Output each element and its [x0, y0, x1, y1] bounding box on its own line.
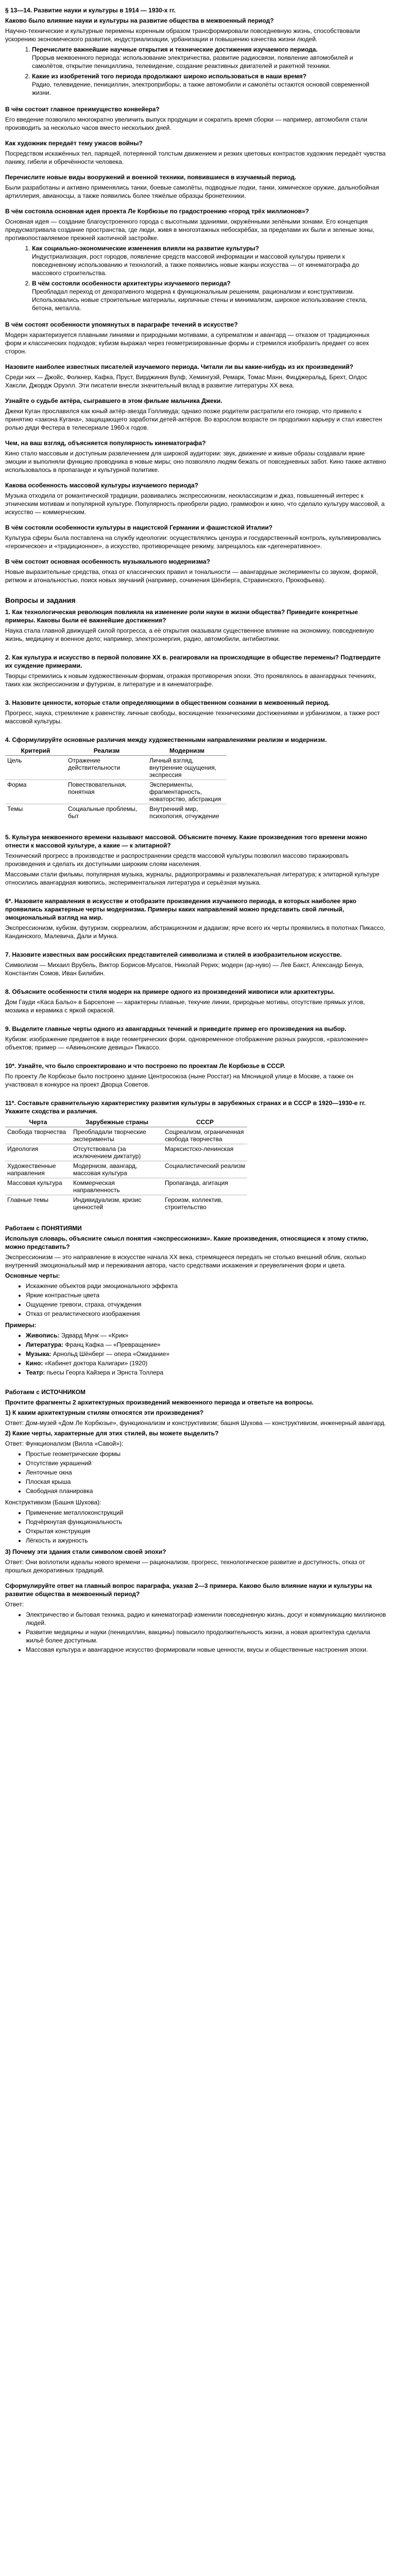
answer-text: Ответ: Дом-музей «Дом Ле Корбюзье», функционализм и конструктивизм; башня Шухова — конструктивизм, инженерный авангард.: [5, 1419, 386, 1427]
task-question: Прочтите фрагменты 2 архитектурных произведений межвоенного периода и ответьте на вопросы.: [5, 1399, 314, 1406]
question-heading: В чём состоят особенности упомянутых в параграфе течений в искусстве?: [5, 321, 238, 328]
question-heading: В чём состоит основная особенность музыкального модернизма?: [5, 558, 210, 565]
list-item: • Лёгкость и ажурность: [26, 1536, 386, 1545]
table-row: [5, 1127, 247, 1144]
example-label: Музыка:: [26, 1350, 52, 1358]
task-heading: 2. Как культура и искусство в первой половине XX в. реагировали на происходящие в обществе перемены? Подтвердите их суждение примерами.: [5, 654, 381, 669]
task-question: Используя словарь, объясните смысл понятия «экспрессионизм». Какие произведения, относящиеся к этому стилю, можно представить?: [5, 1235, 368, 1250]
table-cell: Индивидуализм, кризис ценностей: [71, 1195, 163, 1212]
question-heading: Чем, на ваш взгляд, объясняется популярность кинематографа?: [5, 439, 206, 447]
list-caption: Основные черты:: [5, 1272, 60, 1279]
constructivism-list: [5, 1509, 386, 1545]
table-header: Модернизм: [147, 746, 227, 756]
list-item-question: Перечислите важнейшие научные открытия и технические достижения изучаемого периода.: [32, 46, 318, 53]
table-cell: Пропаганда, агитация: [163, 1178, 247, 1195]
list-item: [26, 1341, 386, 1349]
answer-text: Творцы стремились к новым художественным формам, отражая противоречия эпохи. Это проявлялось в авангардных течениях, таких как экспрессионизм и футуризм, в литературе и в кинематографе.: [5, 672, 376, 688]
table-cell: Форма: [5, 780, 66, 804]
table-cell: Свобода творчества: [5, 1127, 71, 1144]
table-row: [5, 756, 227, 780]
table-header-row: [5, 746, 227, 756]
list-item-answer: Радио, телевидение, пенициллин, электроприборы, а также автомобили и самолёты остаются основой современной жизни.: [32, 81, 370, 96]
task-heading: 8. Объясните особенности стиля модерн на примере одного из произведений живописи или архитектуры.: [5, 988, 335, 995]
answer-text: Культура сферы была поставлена на службу идеологии: осуществлялись цензура и государственный контроль, культивировались «героическое» и «традиционное», а искусство, противоречащее режиму, запрещалось как «дегенеративное».: [5, 534, 382, 550]
list-item-question: В чём состояли особенности архитектуры изучаемого периода?: [32, 280, 231, 287]
list-item: • Искажение объектов ради эмоционального эффекта: [26, 1282, 386, 1290]
task-heading: 3. Назовите ценности, которые стали определяющими в общественном сознании в межвоенный период.: [5, 699, 330, 706]
main-question-answer: Научно-технические и культурные перемены коренным образом трансформировали повседневную жизнь, способствовали ускорению экономического развития, индустриализации, урбанизации и повышению качества жизни людей.: [5, 27, 360, 43]
answer-text: Ответ: Функционализм (Вилла «Савой»):: [5, 1440, 124, 1447]
table-cell: Внутренний мир, психология, отчуждение: [147, 804, 227, 821]
example-text: пьесы Георга Кайзера и Эрнста Толлера: [46, 1369, 164, 1376]
list-item-answer: Индустриализация, рост городов, появление средств массовой информации и массовой культуры привели к повседневному использованию и технологий, а также появились новые жанры искусства — от кинематографа до массового строительства.: [32, 253, 359, 277]
examples-list: [5, 1331, 386, 1377]
table-cell: Темы: [5, 804, 66, 821]
list-item: [26, 1350, 386, 1358]
list-item: [32, 279, 386, 312]
answer-text: Экспрессионизм, кубизм, футуризм, сюрреализм, абстракционизм и дадаизм; ярче всего их черты проявились в полотнах Пикассо, Кандинского, Малевича, Дали и Мунка.: [5, 924, 385, 940]
answer-text: Экспрессионизм — это направление в искусстве начала XX века, стремящееся передать не столько внешний облик, сколько внутренний эмоциональный мир и переживания автора, часто средствами искажения и преувеличения форм и цвета.: [5, 1253, 366, 1269]
table-cell: Марксистско-ленинская: [163, 1144, 247, 1161]
sub-question: 1) К каким архитектурным стилям относятся эти произведения?: [5, 1409, 204, 1416]
list-item: • Применение металлоконструкций: [26, 1509, 386, 1517]
list-item: [32, 72, 386, 97]
example-text: Эдвард Мунк — «Крик»: [61, 1332, 129, 1339]
example-text: Франц Кафка — «Превращение»: [65, 1341, 161, 1348]
final-answer-list: [5, 1611, 386, 1654]
table-cell: Коммерческая направленность: [71, 1178, 163, 1195]
main-question: Каково было влияние науки и культуры на развитие общества в межвоенный период?: [5, 17, 274, 24]
table-cell: Художественные направления: [5, 1161, 71, 1178]
list-item: • Свободная планировка: [26, 1487, 386, 1495]
example-label: Театр:: [26, 1369, 45, 1376]
list-item: [26, 1359, 386, 1367]
table-cell: Идеология: [5, 1144, 71, 1161]
q5-list: [5, 244, 386, 312]
table-header: Критерий: [5, 746, 66, 756]
section-subtitle: Работаем с ПОНЯТИЯМИ: [5, 1225, 82, 1232]
table-row: [5, 1178, 247, 1195]
task-heading: 6*. Назовите направления в искусстве и отобразите произведения изучаемого периода, в которых наиболее ярко проявились характерные черты модернизма. Примеры каких направлений можно представить свой личный, эмоциональный взгляд на мир.: [5, 897, 357, 921]
example-text: Арнольд Шёнберг — опера «Ожидание»: [53, 1350, 170, 1358]
list-item: • Развитие медицины и науки (пенициллин, вакцины) повысило продолжительность жизни, а новая архитектура сделала жильё более доступным.: [26, 1628, 386, 1645]
features-list: [5, 1282, 386, 1318]
list-item: [32, 45, 386, 70]
culture-comparison-table: [5, 1117, 247, 1212]
sub-question: 3) Почему эти здания стали символом своей эпохи?: [5, 1548, 166, 1555]
table-cell: Повествовательная, понятная: [66, 780, 147, 804]
table-cell: Модернизм, авангард, массовая культура: [71, 1161, 163, 1178]
task-heading: 7. Назовите известных вам российских представителей символизма и стилей в изобразительном искусстве.: [5, 951, 342, 958]
task-heading: 5. Культура межвоенного времени называют массовой. Объясните почему. Какие произведения того времени можно отнести к массовой культуре, а какие — к элитарной?: [5, 834, 367, 849]
list-caption: Примеры:: [5, 1321, 37, 1329]
table-cell: Эксперименты, фрагментарность, новаторство, абстракция: [147, 780, 227, 804]
answer-text: Его введение позволило многократно увеличить выпуск продукции и сократить время сборки — например, автомобиля стали производить за несколько часов вместо нескольких дней.: [5, 116, 368, 131]
list-item: • Ленточные окна: [26, 1468, 386, 1477]
list-item: • Отсутствие украшений: [26, 1459, 386, 1467]
answer-text: Массовыми стали фильмы, популярная музыка, журналы, радиопрограммы и развлекательная литература; к элитарной культуре относились авангардная живопись, экспериментальная литература и серьёзная музыка.: [5, 871, 380, 886]
table-header-row: [5, 1117, 247, 1127]
table-cell: Цель: [5, 756, 66, 780]
example-label: Кино:: [26, 1360, 43, 1367]
list-item-answer: Преобладал переход от декоративного модерна к функциональным решениям, рационализм и конструктивизм. Использовались новые строительные материалы, кирпичные стены и минимализм, широкое использование стекла, бетона, металла.: [32, 288, 367, 312]
list-item-question: Какие из изобретений того периода продолжают широко использоваться в наши время?: [32, 73, 307, 80]
list-item-question: Как социально-экономические изменения влияли на развитие культуры?: [32, 245, 259, 252]
task-heading: 11*. Составьте сравнительную характеристику развития культуры в зарубежных странах и в СССР в 1920—1930-е гг. Укажите сходства и различия.: [5, 1099, 366, 1115]
task-heading: 10*. Узнайте, что было спроектировано и что построено по проектам Ле Корбюзье в СССР.: [5, 1062, 285, 1070]
answer-text: По проекту Ле Корбюзье было построено здание Центросоюза (ныне Росстат) на Мясницкой улице в Москве, а также он участвовал в конкурсе на проект Дворца Советов.: [5, 1073, 354, 1088]
task-heading: 9. Выделите главные черты одного из авангардных течений и приведите пример его произведения на выбор.: [5, 1025, 347, 1032]
table-row: [5, 1161, 247, 1178]
answer-text: Конструктивизм (Башня Шухова):: [5, 1499, 101, 1506]
table-cell: Преобладали творческие эксперименты: [71, 1127, 163, 1144]
table-cell: Личный взгляд, внутренние ощущения, экспрессия: [147, 756, 227, 780]
answer-text: Ответ: Они воплотили идеалы нового времени — рационализм, прогресс, технологическое развитие и доступность, отказ от прошлых декоративных традиций.: [5, 1558, 365, 1574]
table-header: Черта: [5, 1117, 71, 1127]
answer-text: Новые выразительные средства, отказ от классических правил и тональности — авангардные эксперименты со звуком, формой, ритмом и атональностью, поиск новых звучаний (например, сочинения Шёнберга, Стравинского, Прокофьева).: [5, 568, 378, 584]
answer-text: Были разработаны и активно применялись танки, боевые самолёты, подводные лодки, танки, химическое оружие, дальнобойная артиллерия, авианосцы, а также появились более тяжёлые образцы бронетехники.: [5, 184, 379, 199]
table-row: [5, 1195, 247, 1212]
table-header: Зарубежные страны: [71, 1117, 163, 1127]
table-cell: Отражение действительности: [66, 756, 147, 780]
answer-text: Наука стала главной движущей силой прогресса, а её открытия оказывали существенное влияние на экономику, повседневную жизнь, медицину и военное дело; например, электроэнергия, радио, автомобили, антибиотики.: [5, 627, 374, 642]
table-cell: Массовая культура: [5, 1178, 71, 1195]
example-label: Литература:: [26, 1341, 64, 1348]
table-cell: Социалистический реализм: [163, 1161, 247, 1178]
table-cell: Соцреализм, ограниченная свобода творчества: [163, 1127, 247, 1144]
table-cell: Героизм, коллектив, строительство: [163, 1195, 247, 1212]
sub-question: 2) Какие черты, характерные для этих стилей, вы можете выделить?: [5, 1430, 219, 1437]
list-item: • Ощущение тревоги, страха, отчуждения: [26, 1300, 386, 1309]
table-row: [5, 1144, 247, 1161]
list-item: • Простые геометрические формы: [26, 1450, 386, 1458]
example-label: Живопись:: [26, 1332, 60, 1339]
q1-list: [5, 45, 386, 97]
answer-text: Модерн характеризуется плавными линиями и природными мотивами, а супрематизм и авангард — отказом от традиционных форм и классических подходов; кубизм выражал через геометризированные формы и стремился изобразить предмет со всех сторон.: [5, 331, 370, 355]
list-item: [26, 1368, 386, 1377]
answer-text: Дом Гауди «Каса Бальо» в Барселоне — характерны плавные, текучие линии, природные мотивы, отсутствие прямых углов, мозаика и керамика с яркой окраской.: [5, 998, 365, 1014]
page-title: § 13—14. Развитие науки и культуры в 1914 — 1930-х гг.: [5, 7, 176, 14]
question-heading: Перечислите новые виды вооружений и военной техники, появившиеся в изучаемый период.: [5, 174, 297, 181]
table-row: [5, 780, 227, 804]
answer-text: Посредством искажённых тел, парящей, потерянной толстым движением и резких цветовых контрастов художник передаёт чувства панику, гибели и обречённости человека.: [5, 150, 386, 165]
answer-text: Кино стало массовым и доступным развлечением для широкой аудитории: звук, движение и живые образы создавали яркие эмоции и выполняли функцию проводника в новые миры; оно позволяло людям бежать от повседневных забот. Кино также активно использовалось в пропаганде и культурной политике.: [5, 450, 386, 473]
answer-text: Кубизм: изображение предметов в виде геометрических форм, одновременное отображение разных ракурсов, «разложение» объектов; пример — «Авиньонские девицы» Пикассо.: [5, 1036, 368, 1051]
answer-text: Прогресс, наука, стремление к равенству, личные свободы, восхищение техническими достижениями и урбанизмом, а также рост массовой культуры.: [5, 709, 380, 725]
table-cell: Отсутствовала (за исключением диктатур): [71, 1144, 163, 1161]
list-item: [32, 244, 386, 277]
table-header: СССР: [163, 1117, 247, 1127]
answer-text: Джеки Куган прославился как юный актёр-звезда Голливуда; однако позже родители растратили его гонорар, что привело к принятию «закона Кугана», защищающего заработки детей-актёров. Во взрослом возрасте он продолжил карьеру и стал известен ролью дяди Фестера в телесериале 1960-х годов.: [5, 408, 382, 431]
list-item: • Плоская крыша: [26, 1478, 386, 1486]
example-text: «Кабинет доктора Калигари» (1920): [44, 1360, 148, 1367]
list-item: • Открытая конструкция: [26, 1527, 386, 1535]
table-cell: Социальные проблемы, быт: [66, 804, 147, 821]
answer-text: Основная идея — создание благоустроенного города с высотными зданиями, окружёнными зелёными зонами. Его концепция предусматривала создание пространства, где люди, живя в многоэтажных небоскрёбах, за пределами их были и зеленые зоны, противопоставляемое прежней хаотичной застройке.: [5, 218, 374, 242]
answer-lead: Ответ:: [5, 1601, 24, 1608]
answer-text: Символизм — Михаил Врубель, Виктор Борисов-Мусатов, Николай Рерих; модерн (ар-нуво) — Лев Бакст, Александр Бенуа, Константин Сомов, Иван Билибин.: [5, 961, 364, 977]
list-item: • Подчёркнутая функциональность: [26, 1518, 386, 1526]
section-title: Вопросы и задания: [5, 596, 76, 604]
list-item: [26, 1331, 386, 1340]
task-question: Сформулируйте ответ на главный вопрос параграфа, указав 2—3 примера. Каково было влияние науки и культуры на развитие общества в межвоенный период?: [5, 1582, 372, 1598]
answer-text: Среди них — Джойс, Фолкнер, Кафка, Пруст, Вирджиния Вулф, Хемингуэй, Ремарк, Томас Манн, Фицджеральд, Брехт, Олдос Хаксли, Джордж Оруэлл. Эти писатели внесли значительный вклад в развитие литературы XX века.: [5, 374, 367, 389]
question-heading: В чём состоит главное преимущество конвейера?: [5, 106, 160, 113]
question-heading: Какова особенность массовой культуры изучаемого периода?: [5, 482, 198, 489]
table-row: [5, 804, 227, 821]
section-subtitle: Работаем с ИСТОЧНИКОМ: [5, 1388, 85, 1396]
answer-text: Музыка отходила от романтической традиции, развивались экспрессионизм, неоклассицизм и джаз, повышенный интерес к этническим мотивам и популярной культуре. Популярность приобрели радио, граммофон и кино, что сделало культуру массовой, а искусство — коммерческим.: [5, 492, 385, 516]
list-item: • Электричество и бытовая техника, радио и кинематограф изменили повседневную жизнь, досуг и коммуникацию миллионов людей.: [26, 1611, 386, 1627]
question-heading: В чём состояла основная идея проекта Ле Корбюзье по градостроению «город трёх миллионов»?: [5, 208, 309, 215]
table-cell: Главные темы: [5, 1195, 71, 1212]
realism-modernism-table: [5, 746, 227, 821]
question-heading: В чём состояли особенности культуры в нацистской Германии и фашистской Италии?: [5, 524, 273, 531]
task-heading: 4. Сформулируйте основные различия между художественными направлениями реализм и модернизм.: [5, 736, 327, 743]
question-heading: Узнайте о судьбе актёра, сыгравшего в этом фильме мальчика Джеки.: [5, 397, 222, 404]
table-header: Реализм: [66, 746, 147, 756]
answer-text: Технический прогресс в производстве и распространении средств массовой культуры позволил массово тиражировать произведения и сделать их доступными широким слоям населения.: [5, 852, 349, 868]
question-heading: Как художник передаёт тему ужасов войны?: [5, 140, 143, 147]
list-item-answer: Прорыв межвоенного периода: использование электричества, развитие радиосвязи, появление автомобилей и самолётов, открытие пенициллина, телевидение, создание реактивных двигателей и ракетной техники.: [32, 54, 353, 70]
list-item: • Массовая культура и авангардное искусство формировали новые ценности, вкусы и общественные настроения эпохи.: [26, 1646, 386, 1654]
functionalism-list: [5, 1450, 386, 1495]
task-heading: 1. Как технологическая революция повлияла на изменение роли науки в жизни общества? Приведите конкретные примеры. Каковы были её важнейшие достижения?: [5, 608, 358, 624]
list-item: • Яркие контрастные цвета: [26, 1291, 386, 1299]
list-item: • Отказ от реалистического изображения: [26, 1310, 386, 1318]
question-heading: Назовите наиболее известных писателей изучаемого периода. Читали ли вы какие-нибудь из их произведений?: [5, 363, 353, 370]
